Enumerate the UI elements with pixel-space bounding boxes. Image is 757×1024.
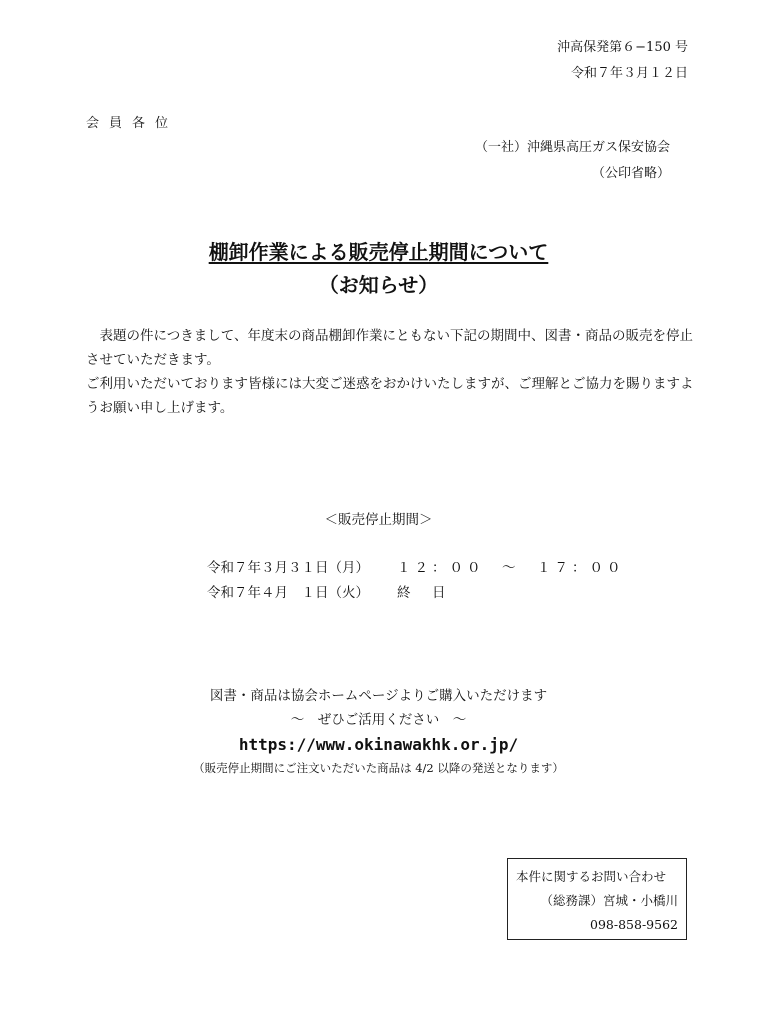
document-date: 令和７年３月１２日	[570, 66, 688, 81]
shipping-note: （販売停止期間にご注文いただいた商品は 4/2 以降の発送となります）	[193, 761, 564, 775]
period-row	[207, 556, 625, 581]
addressee: 会員各位	[86, 116, 179, 131]
website-url: https://www.okinawakhk.or.jp/	[238, 735, 519, 754]
title-block	[0, 236, 757, 298]
period-date: 令和７年４月 １日（火）	[207, 585, 369, 601]
body-paragraph-1: 表題の件につきまして、年度末の商品棚卸作業にともない下記の期間中、図書・商品の販売を停止させていただきます。	[86, 328, 693, 368]
contact-heading: 本件に関するお問い合わせ	[516, 869, 667, 884]
period-row	[207, 581, 625, 606]
purchase-notice	[0, 684, 757, 778]
period-heading: ＜販売停止期間＞	[324, 512, 433, 528]
body-paragraph-2: ご利用いただいております皆様には大変ご迷惑をおかけいたしますが、ご理解とご協力を賜りますようお願い申し上げます。	[86, 376, 694, 416]
period-date: 令和７年３月３１日（月）	[207, 560, 369, 576]
notice-tagline: ～ ぜひご活用ください ～	[290, 712, 467, 728]
contact-person: （総務課）宮城・小橋川	[540, 893, 678, 908]
period-time: 終 日	[397, 585, 450, 601]
period-time: １２：００ ～ １７：００	[397, 560, 625, 576]
period-list	[207, 556, 625, 606]
document-title: 棚卸作業による販売停止期間について	[208, 240, 549, 264]
contact-box	[507, 858, 687, 940]
document-subtitle: （お知らせ）	[318, 273, 439, 297]
sender-organization: （一社）沖縄県高圧ガス保安協会	[474, 140, 670, 155]
contact-phone: 098-858-9562	[590, 917, 678, 932]
document-number: 沖高保発第６−150 号	[557, 40, 688, 55]
body-text	[86, 324, 696, 420]
notice-line: 図書・商品は協会ホームページよりご購入いただけます	[209, 688, 548, 704]
seal-omitted-note: （公印省略）	[591, 166, 670, 181]
